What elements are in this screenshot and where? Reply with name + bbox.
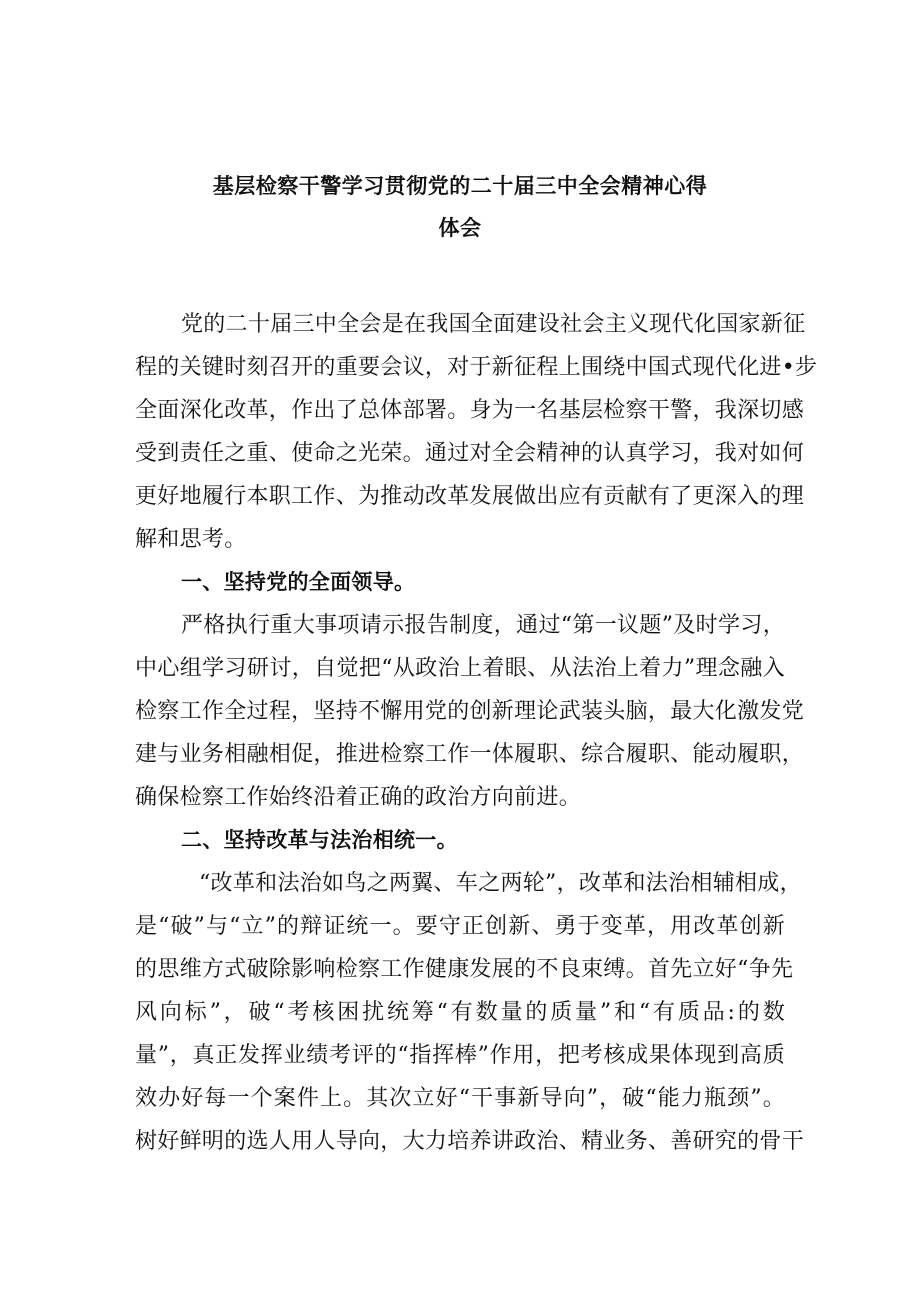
section-heading-2: 二、坚持改革与法治相统一。	[181, 828, 458, 852]
paragraph-line: 受到责任之重、使命之光荣。通过对全会精神的认真学习，我对如何	[135, 441, 805, 466]
paragraph-line: 量”，真正发挥业绩考评的“指挥棒”作用，把考核成果体现到高质	[135, 1043, 785, 1068]
paragraph-line: 风向标”，破“考核困扰统筹“有数量的质量”和“有质品:的数	[135, 1000, 785, 1025]
paragraph-line: “改革和法治如鸟之两翼、车之两轮”，改革和法治相辅相成，	[199, 871, 802, 896]
document-title-line-1: 基层检察干警学习贯彻党的二十届三中全会精神心得	[212, 174, 708, 198]
paragraph-line: 程的关键时刻召开的重要会议，对于新征程上围绕中国式现代化进•步	[135, 355, 818, 380]
paragraph-line: 党的二十届三中全会是在我国全面建设社会主义现代化国家新征	[181, 312, 806, 337]
paragraph-line: 建与业务相融相促，推进检察工作一体履职、综合履职、能动履职，	[135, 742, 805, 767]
paragraph-line: 更好地履行本职工作、为推动改革发展做出应有贡献有了更深入的理	[135, 484, 805, 509]
paragraph-line: 树好鲜明的选人用人导向，大力培养讲政治、精业务、善研究的骨干	[135, 1129, 805, 1154]
paragraph-line: 的思维方式破除影响检察工作健康发展的不良束缚。首先立好“争先	[135, 957, 794, 982]
paragraph-line: 检察工作全过程，坚持不懈用党的创新理论武装头脑，最大化激发党	[135, 699, 805, 724]
paragraph-line: 效办好每一个案件上。其次立好“干事新导向”，破“能力瓶颈”。	[135, 1086, 785, 1111]
document-title-line-2: 体会	[438, 216, 482, 240]
paragraph-line: 确保检察工作始终沿着正确的政治方向前进。	[135, 785, 582, 810]
paragraph-line: 中心组学习研讨，自觉把“从政治上着眼、从法治上着力”理念融入	[135, 656, 785, 681]
paragraph-line: 解和思考。	[135, 527, 247, 552]
document-body	[135, 303, 818, 1163]
paragraph-line: 严格执行重大事项请示报告制度，通过“第一议题”及时学习，	[181, 613, 785, 638]
section-heading-1: 一、坚持党的全面领导。	[181, 570, 416, 594]
paragraph-line: 全面深化改革，作出了总体部署。身为一名基层检察干警，我深切感	[135, 398, 805, 423]
paragraph-line: 是“破”与“立”的辩证统一。要守正创新、勇于变革，用改革创新	[135, 914, 785, 939]
